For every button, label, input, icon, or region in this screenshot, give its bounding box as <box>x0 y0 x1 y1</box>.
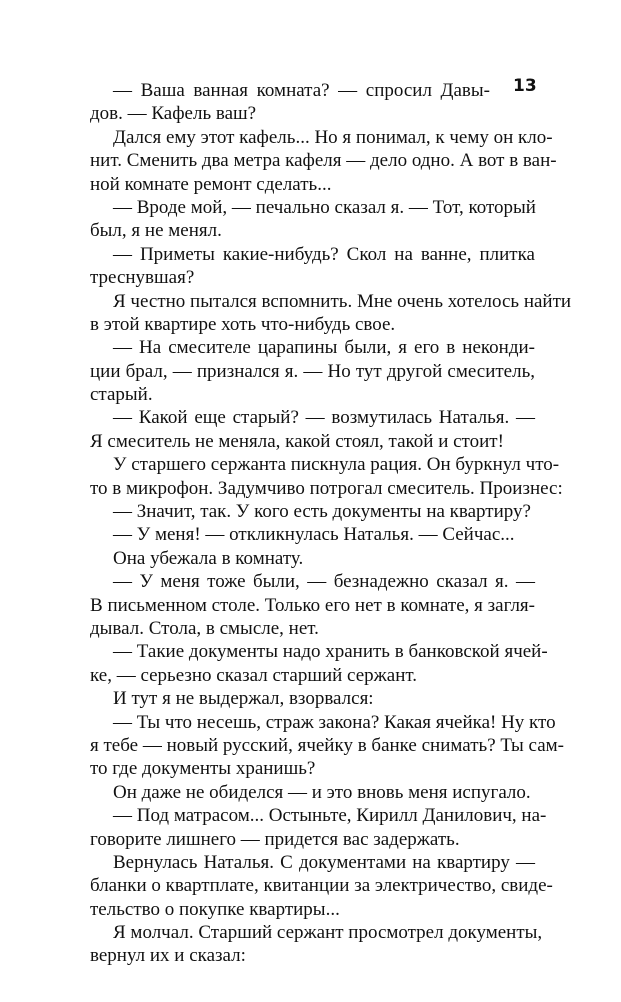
text-line: У старшего сержанта пискнула рация. Он буркнул что- <box>113 454 560 476</box>
body-text <box>90 79 572 968</box>
text-line: В письменном столе. Только его нет в комнате, я загля- <box>90 594 535 616</box>
text-line: Вернулась Наталья. С документами на квартиру — <box>113 851 535 873</box>
text-line: ции брал, — признался я. — Но тут другой смеситель, <box>90 360 535 382</box>
text-line: Дался ему этот кафель... Но я понимал, к чему он кло- <box>113 126 553 148</box>
text-line: старый. <box>90 384 153 406</box>
text-line: — На смесителе царапины были, я его в неконди- <box>113 337 535 359</box>
text-line: ной комнате ремонт сделать... <box>90 173 332 195</box>
text-line: бланки о квартплате, квитанции за электричество, свиде- <box>90 875 553 897</box>
text-line: Я смеситель не меняла, какой стоял, такой и стоит! <box>90 430 504 452</box>
text-line: — Под матрасом... Остыньте, Кирилл Данилович, на- <box>113 805 547 827</box>
text-line: — Ты что несешь, страж закона? Какая ячейка! Ну кто <box>113 711 556 733</box>
text-line: Она убежала в комнату. <box>113 547 304 569</box>
text-line: в этой квартире хоть что-нибудь свое. <box>90 313 396 335</box>
text-line: вернул их и сказал: <box>90 945 246 967</box>
text-line: треснувшая? <box>90 267 195 289</box>
text-line: — У меня тоже были, — безнадежно сказал я. — <box>113 571 535 593</box>
text-line: — Ваша ванная комната? — спросил Давы- <box>113 80 490 101</box>
text-line: говорите лишнего — придется вас задержать. <box>90 828 460 850</box>
text-line: был, я не менял. <box>90 220 222 242</box>
text-line: — У меня! — откликнулась Наталья. — Сейчас... <box>113 524 515 546</box>
text-line: — Приметы какие-нибудь? Скол на ванне, плитка <box>113 243 535 265</box>
text-line: — Вроде мой, — печально сказал я. — Тот, который <box>113 196 536 218</box>
text-line: — Какой еще старый? — возмутилась Наталья. — <box>113 407 535 429</box>
text-line: И тут я не выдержал, взорвался: <box>113 688 374 710</box>
text-line: дывал. Стола, в смысле, нет. <box>90 617 319 639</box>
text-line: — Значит, так. У кого есть документы на квартиру? <box>113 501 531 523</box>
text-line: тельство о покупке квартиры... <box>90 898 340 920</box>
text-line: то в микрофон. Задумчиво потрогал смеситель. Произнес: <box>90 477 563 499</box>
page-number: 13 <box>513 76 537 96</box>
text-line: то где документы хранишь? <box>90 758 316 780</box>
text-line: дов. — Кафель ваш? <box>90 103 257 125</box>
text-line: Я честно пытался вспомнить. Мне очень хотелось найти <box>113 290 572 312</box>
text-line: Он даже не обиделся — и это вновь меня испугало. <box>113 781 531 803</box>
text-line: Я молчал. Старший сержант просмотрел документы, <box>113 922 543 944</box>
text-line: нит. Сменить два метра кафеля — дело одно. А вот в ван- <box>90 150 557 172</box>
text-line: ке, — серьезно сказал старший сержант. <box>90 664 418 686</box>
text-line: — Такие документы надо хранить в банковской ячей- <box>113 641 548 663</box>
text-line: я тебе — новый русский, ячейку в банке снимать? Ты сам- <box>90 734 564 756</box>
